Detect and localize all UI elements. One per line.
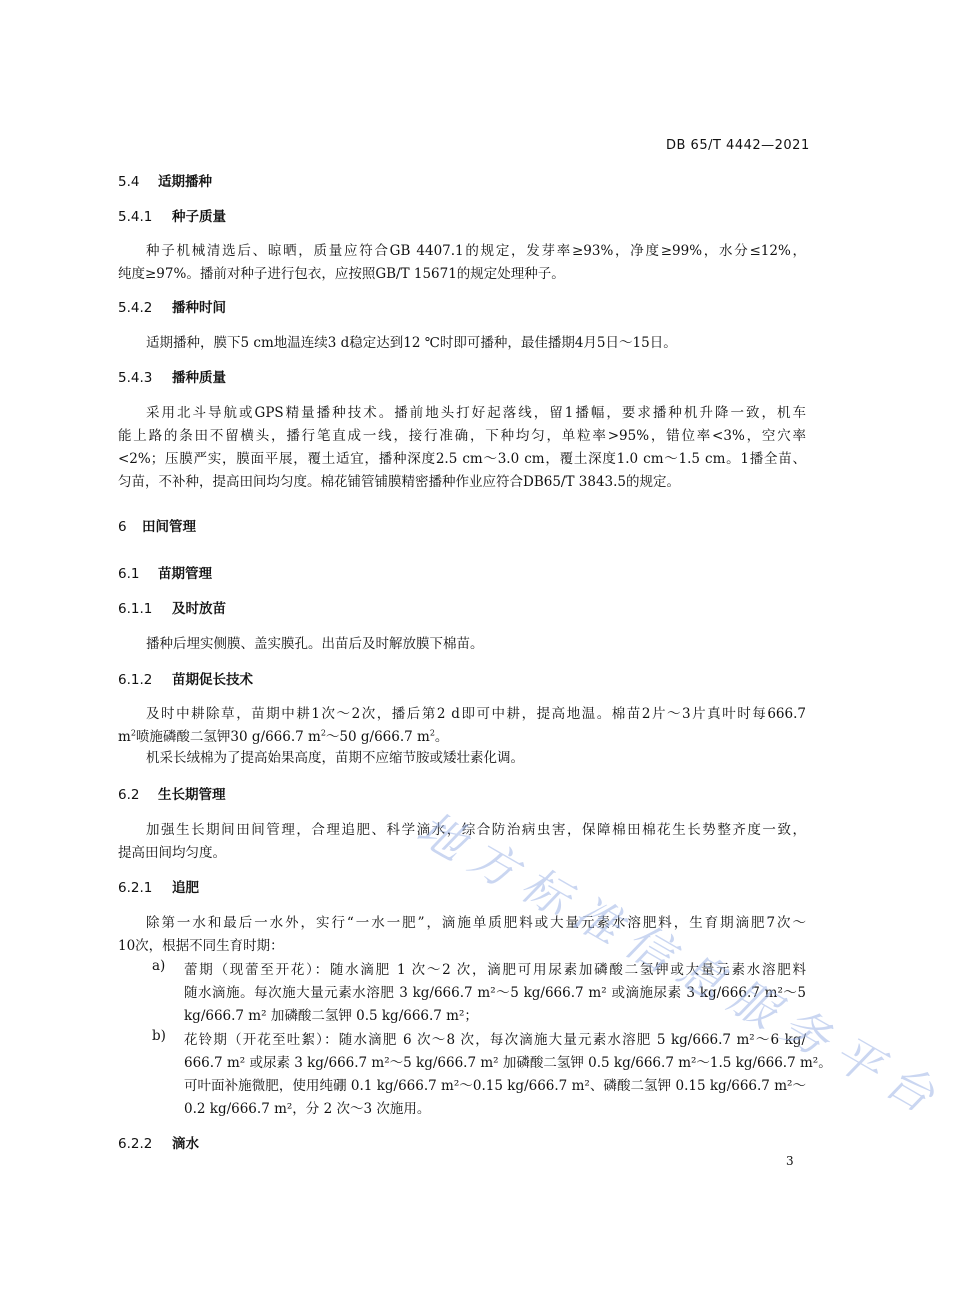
section-title: 苗期管理 [158,566,212,582]
superscript: 2 [320,728,326,738]
section-heading-5-4 [118,170,212,190]
superscript: 2 [429,728,435,738]
list-marker-b: b) [152,1028,166,1044]
section-number: 5.4.3 [118,370,153,386]
section-number: 6.2 [118,787,140,803]
text-run: 。 [434,729,449,745]
paragraph-line: <2%；压膜严实，膜面平展，覆土适宜，播种深度2.5 cm～3.0 cm，覆土深度1.0 cm～1.5 cm。1播全苗、 [118,451,806,467]
list-marker-a: a) [152,958,166,974]
page-number: 3 [786,1154,794,1168]
text-run: m [118,729,131,745]
section-title: 种子质量 [172,209,226,225]
section-title: 及时放苗 [172,601,226,617]
section-title: 适期播种 [158,174,212,190]
section-number: 5.4 [118,174,140,190]
section-heading-5-4-2 [118,296,226,316]
list-item-line: 花铃期（开花至吐絮）：随水滴肥 6 次～8 次，每次滴施大量元素水溶肥 5 kg/666.7 m²～6 kg/ [184,1032,806,1048]
section-number: 6 [118,519,127,535]
paragraph-line: 匀苗，不补种，提高田间均匀度。棉花铺管铺膜精密播种作业应符合DB65/T 3843.5的规定。 [118,474,681,490]
section-heading-5-4-3 [118,366,226,386]
paragraph-line: 机采长绒棉为了提高始果高度，苗期不应缩节胺或矮壮素化调。 [146,750,524,766]
list-item-line: 0.2 kg/666.7 m²，分 2 次～3 次施用。 [184,1101,431,1117]
section-title: 苗期促长技术 [172,672,253,688]
section-number: 6.1.2 [118,672,153,688]
paragraph-line: 及时中耕除草，苗期中耕1次～2次，播后第2 d即可中耕，提高地温。棉苗2片～3片真叶时每666.7 [146,706,806,722]
section-heading-6-1-1 [118,597,226,617]
section-title: 田间管理 [142,519,196,535]
text-run: ～50 g/666.7 m [325,729,430,745]
section-title: 滴水 [172,1136,199,1152]
list-item-line: 随水滴施。每次施大量元素水溶肥 3 kg/666.7 m²～5 kg/666.7 m² 或滴施尿素 3 kg/666.7 m²～5 [184,985,806,1001]
paragraph-line: 能上路的条田不留横头，播行笔直成一线，接行准确，下种均匀，单粒率>95%，错位率<3%，空穴率 [118,428,806,444]
list-item-line: kg/666.7 m² 加磷酸二氢钾 0.5 kg/666.7 m²； [184,1008,478,1024]
section-title: 播种时间 [172,300,226,316]
paragraph-line: 播种后埋实侧膜、盖实膜孔。出苗后及时解放膜下棉苗。 [146,636,484,652]
section-heading-5-4-1 [118,205,226,225]
section-number: 5.4.1 [118,209,153,225]
list-item-line: 666.7 m² 或尿素 3 kg/666.7 m²～5 kg/666.7 m² 加磷酸二氢钾 0.5 kg/666.7 m²～1.5 kg/666.7 m²。 [184,1055,832,1071]
list-item-line: 蕾期（现蕾至开花）：随水滴肥 1 次～2 次，滴肥可用尿素加磷酸二氢钾或大量元素水溶肥料 [184,962,806,978]
superscript: 2 [130,728,136,738]
list-item-line: 可叶面补施微肥，使用纯硼 0.1 kg/666.7 m²～0.15 kg/666.7 m²、磷酸二氢钾 0.15 kg/666.7 m²～ [184,1078,806,1094]
section-heading-6-2-1 [118,876,199,896]
watermark: 地 方 标 准 信 息 服 务 平 台 [408,800,943,1123]
section-number: 5.4.2 [118,300,153,316]
section-heading-6-1-2 [118,668,253,688]
section-number: 6.2.2 [118,1136,153,1152]
text-run: 喷施磷酸二氢钾30 g/666.7 m [135,729,321,745]
section-number: 6.2.1 [118,880,153,896]
section-heading-6-2 [118,783,226,803]
chapter-heading-6 [118,515,196,535]
paragraph-line: 提高田间均匀度。 [118,845,226,861]
section-title: 播种质量 [172,370,226,386]
section-heading-6-1 [118,562,212,582]
paragraph-line: 适期播种，膜下5 cm地温连续3 d稳定达到12 ℃时即可播种，最佳播期4月5日～15日。 [146,335,677,351]
paragraph-line: 纯度≥97%。播前对种子进行包衣，应按照GB/T 15671的规定处理种子。 [118,266,565,282]
section-number: 6.1.1 [118,601,153,617]
paragraph-line [118,725,448,745]
section-title: 追肥 [172,880,199,896]
paragraph-line: 除第一水和最后一水外，实行“一水一肥”，滴施单质肥料或大量元素水溶肥料，生育期滴肥7次～ [146,915,806,931]
section-title: 生长期管理 [158,787,226,803]
paragraph-line: 采用北斗导航或GPS精量播种技术。播前地头打好起落线，留1播幅，要求播种机升降一致，机车 [146,405,806,421]
paragraph-line: 种子机械清选后、晾晒，质量应符合GB 4407.1的规定，发芽率≥93%，净度≥99%，水分≤12%， [146,243,806,259]
section-number: 6.1 [118,566,140,582]
paragraph-line: 10次，根据不同生育时期： [118,938,284,954]
section-heading-6-2-2 [118,1132,199,1152]
document-id: DB 65/T 4442—2021 [666,138,810,153]
paragraph-line: 加强生长期间田间管理，合理追肥、科学滴水，综合防治病虫害，保障棉田棉花生长势整齐度一致， [146,822,806,838]
